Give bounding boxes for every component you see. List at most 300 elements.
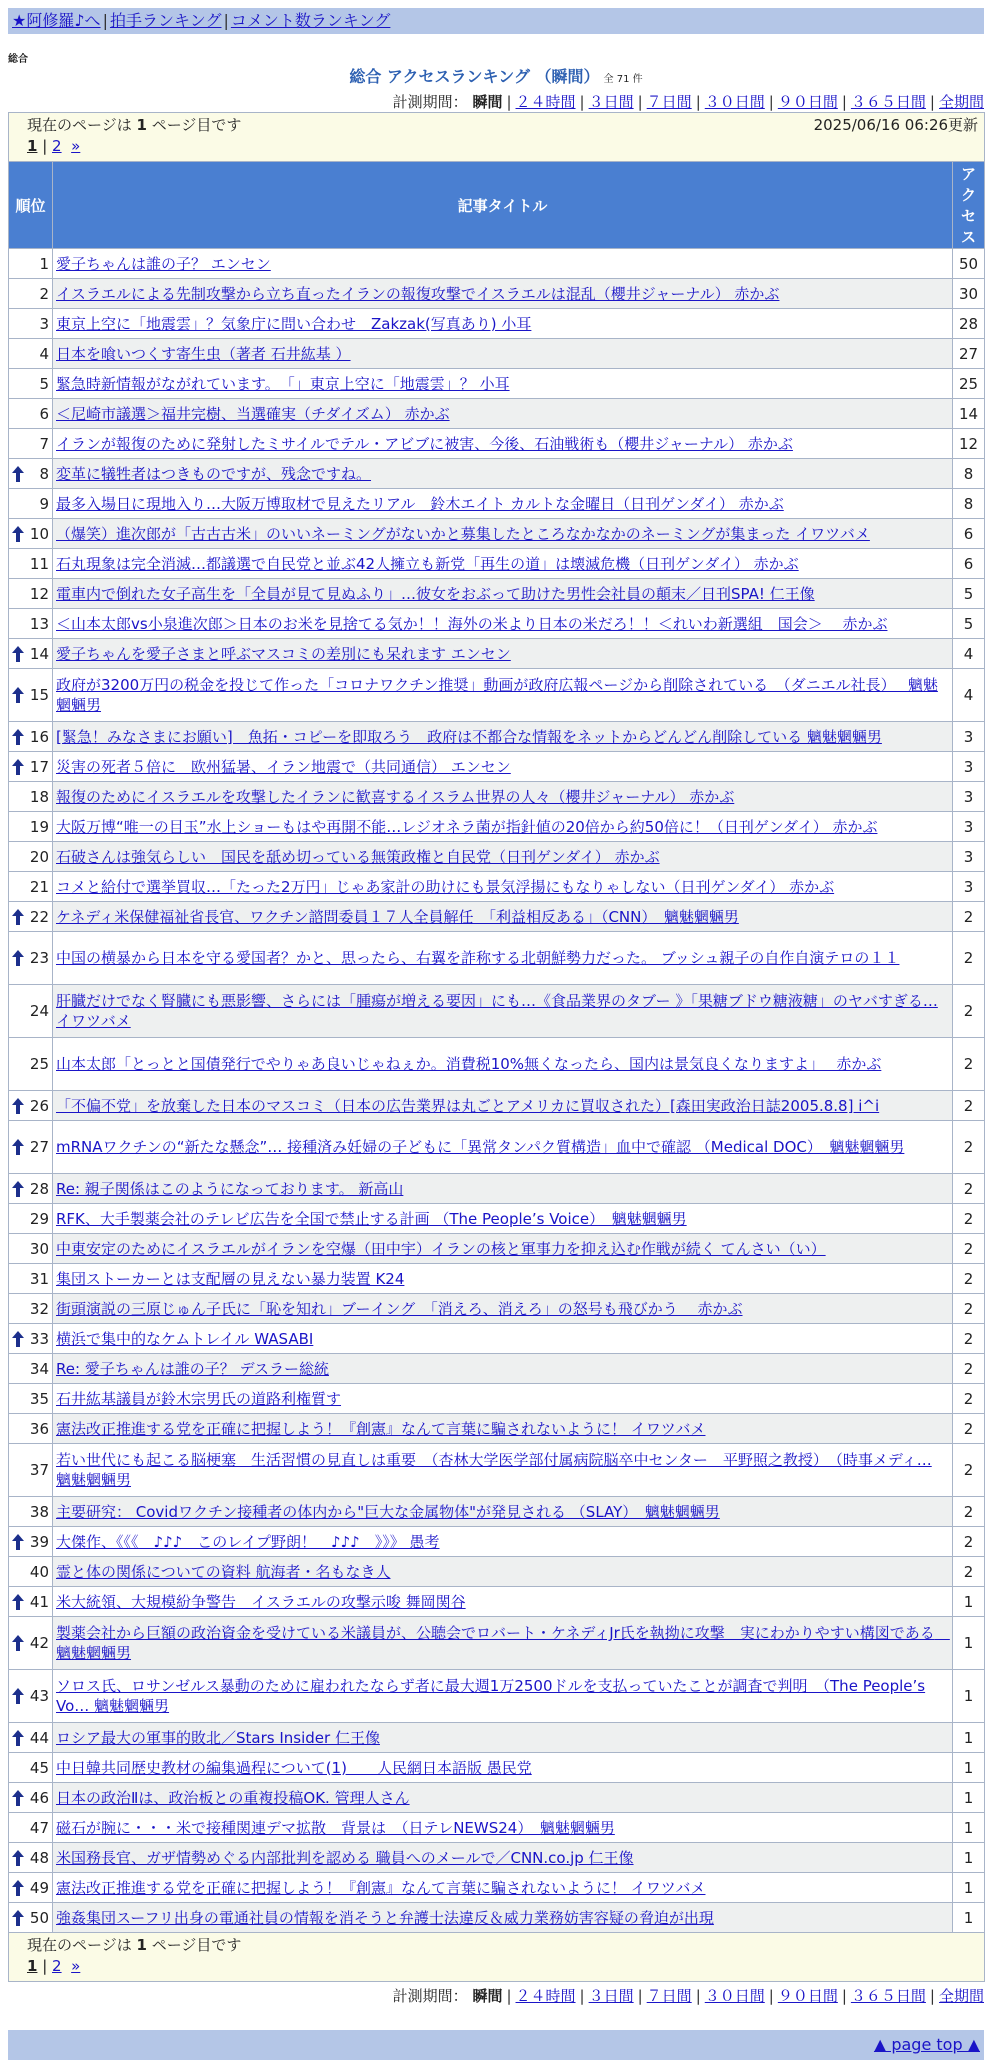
article-title-link[interactable]: 最多入場日に現地入り…大阪万博取材で見えたリアル 鈴木エイト カルトな金曜日（日刊ゲンダイ） 赤かぶ — [56, 494, 784, 513]
period-7d[interactable]: ７日間 — [646, 1987, 692, 2005]
rank-number: 11 — [29, 554, 49, 573]
title-cell — [53, 399, 953, 429]
table-row — [9, 722, 985, 752]
article-title-link[interactable]: mRNAワクチンの“新たな懸念”… 接種済み妊婦の子どもに「異常タンパク質構造」血中で確認 （Medical DOC） 魑魅魍魎男 — [56, 1138, 905, 1156]
title-cell — [53, 1497, 953, 1527]
table-row — [9, 1091, 985, 1121]
rank-cell — [9, 1670, 53, 1723]
title-cell — [53, 549, 953, 579]
access-count: 1 — [953, 1813, 985, 1843]
rank-up-arrow-icon — [12, 1730, 24, 1746]
table-row — [9, 639, 985, 669]
access-count: 2 — [953, 1038, 985, 1091]
article-title-link[interactable]: ＜山本太郎vs小泉進次郎＞日本のお米を見捨てる気か！！海外の米より日本の米だろ！！＜れいわ新選組 国会＞ 赤かぶ — [56, 614, 888, 633]
title-cell — [53, 1204, 953, 1234]
access-count: 2 — [953, 1294, 985, 1324]
article-title-link[interactable]: 災害の死者５倍に 欧州猛暑、イラン地震で（共同通信） エンセン — [56, 757, 511, 776]
rank-number: 18 — [29, 787, 49, 806]
rank-cell — [9, 279, 53, 309]
rank-cell — [9, 722, 53, 752]
nav-asyura-home[interactable]: ★阿修羅♪へ — [12, 11, 101, 30]
period-all[interactable]: 全期間 — [938, 1987, 984, 2005]
page-title-wrap — [8, 66, 984, 88]
title-cell — [53, 1873, 953, 1903]
rank-number: 50 — [29, 1908, 49, 1927]
access-count: 2 — [953, 985, 985, 1038]
title-cell — [53, 1384, 953, 1414]
access-count: 2 — [953, 1204, 985, 1234]
rank-cell — [9, 609, 53, 639]
rank-cell — [9, 1038, 53, 1091]
article-title-link[interactable]: 若い世代にも起こる脳梗塞 生活習慣の見直しは重要 （杏林大学医学部付属病院脳卒中センター 平野照之教授） （時事メディ… 魑魅魍魎男 — [56, 1451, 932, 1489]
article-title-link[interactable]: 東京上空に「地震雲」？気象庁に問い合わせ Zakzak(写真あり) 小耳 — [56, 314, 532, 333]
article-title-link[interactable]: 日本を喰いつくす寄生虫（著者 石井紘基 ） — [56, 344, 351, 363]
article-title-link[interactable]: 街頭演説の三原じゅん子氏に「恥を知れ」ブーイング 「消えろ、消えろ」の怒号も飛びかう 赤かぶ — [56, 1299, 743, 1318]
rank-number: 46 — [29, 1788, 49, 1807]
article-title-link[interactable]: Re: 親子関係はこのようになっております。 新高山 — [56, 1179, 404, 1198]
nav-applause-ranking[interactable]: 拍手ランキング — [109, 11, 222, 30]
pager-text-post: ページ目です — [151, 1936, 242, 1954]
rank-number: 26 — [29, 1096, 49, 1115]
rank-number: 19 — [29, 817, 49, 836]
rank-number: 9 — [39, 494, 49, 513]
table-row — [9, 1174, 985, 1204]
table-row — [9, 579, 985, 609]
access-count: 4 — [953, 639, 985, 669]
article-title-link[interactable]: 石丸現象は完全消滅…都議選で自民党と並ぶ42人擁立も新党「再生の道」は壊滅危機（日刊ゲンダイ） 赤かぶ — [56, 554, 799, 573]
rank-number: 4 — [39, 344, 49, 363]
article-title-link[interactable]: 石破さんは強気らしい 国民を舐め切っている無策政権と自民党（日刊ゲンダイ） 赤かぶ — [56, 847, 660, 866]
title-cell — [53, 1294, 953, 1324]
article-title-link[interactable]: 山本太郎「とっとと国債発行でやりゃあ良いじゃねぇか。消費税10%無くなったら、国内は景気良くなりますよ」 赤かぶ — [56, 1055, 882, 1073]
rank-number: 2 — [39, 284, 49, 303]
rank-number: 30 — [29, 1239, 49, 1258]
title-cell — [53, 722, 953, 752]
period-all[interactable]: 全期間 — [938, 93, 984, 111]
title-cell — [53, 1121, 953, 1174]
table-row — [9, 1723, 985, 1753]
article-title-link[interactable]: 横浜で集中的なケムトレイル WASABI — [56, 1329, 314, 1348]
rank-number: 6 — [39, 404, 49, 423]
rank-up-arrow-icon — [12, 526, 24, 542]
pager-bottom: 現在のページは 1 ページ目です 1 | 2 » — [9, 1933, 985, 1982]
pager-current-page: 1 — [136, 1936, 147, 1954]
article-title-link[interactable]: 磁石が腕に・・・米で接種関連デマ拡散 背景は （日テレNEWS24） 魑魅魍魎男 — [56, 1818, 615, 1837]
article-title-link[interactable]: 日本の政治Ⅱは、政治板との重複投稿OK. 管理人さん — [56, 1788, 410, 1807]
access-count: 2 — [953, 1174, 985, 1204]
rank-number: 27 — [29, 1138, 49, 1156]
pager-current-page: 1 — [136, 116, 147, 134]
table-row — [9, 842, 985, 872]
article-title-link[interactable]: 主要研究： Covidワクチン接種者の体内から"巨大な金属物体"が発見される （SLAY） 魑魅魍魎男 — [56, 1502, 720, 1521]
access-count: 2 — [953, 902, 985, 932]
access-count: 3 — [953, 812, 985, 842]
rank-up-arrow-icon — [12, 909, 24, 925]
rank-cell — [9, 1384, 53, 1414]
article-title-link[interactable]: コメと給付で選挙買収…「たった2万円」じゃあ家計の助けにも景気浮揚にもなりゃしない（日刊ゲンダイ） 赤かぶ — [56, 877, 835, 896]
access-count: 3 — [953, 872, 985, 902]
period-90d[interactable]: ９０日間 — [777, 1987, 838, 2005]
page-1-link: 1 — [27, 1957, 38, 1975]
access-count: 2 — [953, 1354, 985, 1384]
rank-cell — [9, 1497, 53, 1527]
next-page-link[interactable]: » — [71, 137, 81, 155]
article-title-link[interactable]: ＜尼崎市議選＞福井完樹、当選確実（チダイズム） 赤かぶ — [56, 404, 450, 423]
article-title-link[interactable]: 製薬会社から巨額の政治資金を受けている米議員が、公聴会でロバート・ケネディJr氏を執拗に攻撃 実にわかりやすい構図である 魑魅魍魎男 — [56, 1624, 950, 1662]
rank-number: 16 — [29, 727, 49, 746]
nav-comment-ranking[interactable]: コメント数ランキング — [230, 11, 391, 30]
access-count: 50 — [953, 249, 985, 279]
rank-number: 40 — [29, 1562, 49, 1581]
rank-number: 20 — [29, 847, 49, 866]
access-count: 25 — [953, 369, 985, 399]
rank-number: 24 — [29, 1002, 49, 1020]
rank-number: 39 — [29, 1532, 49, 1551]
top-nav: ★阿修羅♪へ | 拍手ランキング | コメント数ランキング — [8, 8, 984, 34]
rank-number: 37 — [29, 1461, 49, 1479]
access-count: 2 — [953, 1557, 985, 1587]
table-row — [9, 309, 985, 339]
access-count: 28 — [953, 309, 985, 339]
rank-cell — [9, 782, 53, 812]
table-row — [9, 1444, 985, 1497]
rank-cell — [9, 579, 53, 609]
rank-number: 29 — [29, 1209, 49, 1228]
rank-cell — [9, 1903, 53, 1933]
title-cell — [53, 1587, 953, 1617]
rank-number: 7 — [39, 434, 49, 453]
rank-number: 42 — [29, 1634, 49, 1652]
pager-text-pre: 現在のページは — [27, 116, 132, 134]
article-title-link[interactable]: 緊急時新情報がながれています。 「」東京上空に「地震雲」？ 小耳 — [56, 374, 510, 393]
title-cell — [53, 1354, 953, 1384]
rank-up-arrow-icon — [12, 466, 24, 482]
article-title-link[interactable]: 霊と体の関係についての資料 航海者・名もなき人 — [56, 1562, 391, 1581]
access-count: 12 — [953, 429, 985, 459]
period-selector-top: 計測期間： 瞬間 | ２４時間 | ３日間 | ７日間 | ３０日間 | ９０日間 | ３６５日間 | 全期間 — [392, 93, 984, 111]
access-count: 5 — [953, 609, 985, 639]
rank-cell — [9, 1527, 53, 1557]
next-page-link[interactable]: » — [71, 1957, 81, 1975]
access-count: 1 — [953, 1753, 985, 1783]
rank-cell — [9, 1873, 53, 1903]
article-title-link[interactable]: 米国務長官、ガザ情勢めぐる内部批判を認める 職員へのメールで／CNN.co.jp 仁王像 — [56, 1848, 634, 1867]
period-3d[interactable]: ３日間 — [588, 93, 634, 111]
table-row — [9, 932, 985, 985]
table-row — [9, 1121, 985, 1174]
title-cell — [53, 369, 953, 399]
access-count: 1 — [953, 1903, 985, 1933]
access-count: 3 — [953, 842, 985, 872]
access-count: 6 — [953, 519, 985, 549]
period-label: 計測期間： — [392, 1987, 468, 2005]
table-row — [9, 1038, 985, 1091]
rank-number: 15 — [29, 686, 49, 704]
article-title-link[interactable]: 米大統領、大規模紛争警告 イスラエルの攻撃示唆 舞岡関谷 — [56, 1592, 466, 1611]
article-title-link[interactable]: ケネディ米保健福祉省長官、ワクチン諮問委員１７人全員解任 「利益相反ある」（CNN） 魑魅魍魎男 — [56, 907, 739, 926]
rank-cell — [9, 519, 53, 549]
article-title-link[interactable]: 憲法改正推進する党を正確に把握しよう！『創憲』なんて言葉に騙されないように！ イワツバメ — [56, 1878, 706, 1897]
article-title-link[interactable]: 石井紘基議員が鈴木宗男氏の道路利権質す — [56, 1389, 342, 1408]
ranking-table — [8, 112, 985, 1982]
article-title-link[interactable]: RFK、大手製薬会社のテレビ広告を全国で禁止する計画 （The People’s Voice） 魑魅魍魎男 — [56, 1209, 687, 1228]
header-access: アクセス — [953, 162, 985, 249]
table-row — [9, 669, 985, 722]
table-row — [9, 752, 985, 782]
rank-up-arrow-icon — [12, 687, 24, 703]
rank-number: 12 — [29, 584, 49, 603]
article-title-link[interactable]: 大阪万博“唯一の目玉”水上ショーもはや再開不能…レジオネラ菌が指針値の20倍から約50倍に！（日刊ゲンダイ） 赤かぶ — [56, 817, 878, 836]
rank-cell — [9, 339, 53, 369]
rank-cell — [9, 309, 53, 339]
table-row — [9, 549, 985, 579]
article-title-link[interactable]: 愛子ちゃんを愛子さまと呼ぶマスコミの差別にも呆れます エンセン — [56, 644, 511, 663]
category-label: 総合 — [8, 54, 28, 65]
rank-number: 5 — [39, 374, 49, 393]
table-row — [9, 459, 985, 489]
table-row — [9, 872, 985, 902]
access-count: 1 — [953, 1587, 985, 1617]
title-cell — [53, 782, 953, 812]
rank-cell — [9, 1783, 53, 1813]
access-count: 1 — [953, 1843, 985, 1873]
access-count: 2 — [953, 1414, 985, 1444]
period-current: 瞬間 — [472, 93, 503, 111]
rank-cell — [9, 1617, 53, 1670]
rank-cell — [9, 489, 53, 519]
header-rank: 順位 — [9, 162, 53, 249]
rank-number: 22 — [29, 907, 49, 926]
table-row — [9, 1264, 985, 1294]
table-row — [9, 339, 985, 369]
period-7d[interactable]: ７日間 — [646, 93, 692, 111]
period-30d[interactable]: ３０日間 — [704, 1987, 765, 2005]
table-row — [9, 1354, 985, 1384]
article-title-link[interactable]: ロシア最大の軍事的敗北／Stars Insider 仁王像 — [56, 1728, 380, 1747]
rank-cell — [9, 639, 53, 669]
table-row — [9, 1783, 985, 1813]
rank-cell — [9, 1587, 53, 1617]
period-3d[interactable]: ３日間 — [588, 1987, 634, 2005]
table-row — [9, 1903, 985, 1933]
rank-number: 34 — [29, 1359, 49, 1378]
article-title-link[interactable]: （爆笑）進次郎が「古古古米」のいいネーミングがないかと募集したところなかなかのネーミングが集まった イワツバメ — [56, 524, 870, 543]
rank-up-arrow-icon — [12, 1594, 24, 1610]
title-cell — [53, 429, 953, 459]
rank-number: 3 — [39, 314, 49, 333]
rank-cell — [9, 1354, 53, 1384]
rank-cell — [9, 752, 53, 782]
rank-number: 41 — [29, 1592, 49, 1611]
table-row — [9, 369, 985, 399]
title-cell — [53, 1670, 953, 1723]
table-row — [9, 1753, 985, 1783]
rank-cell — [9, 1121, 53, 1174]
access-count: 6 — [953, 549, 985, 579]
title-cell — [53, 1723, 953, 1753]
article-title-link[interactable]: 肝臓だけでなく腎臓にも悪影響、さらには「腫瘍が増える要因」にも…《食品業界のタブー 》「果糖ブドウ糖液糖」のヤバすぎる… イワツバメ — [56, 992, 938, 1030]
rank-cell — [9, 1264, 53, 1294]
rank-number: 13 — [29, 614, 49, 633]
article-title-link[interactable]: 報復のためにイスラエルを攻撃したイランに歓喜するイスラム世界の人々（櫻井ジャーナル） 赤かぶ — [56, 787, 735, 806]
table-row — [9, 519, 985, 549]
article-title-link[interactable]: 変革に犠牲者はつきものですが、残念ですね。 — [56, 464, 372, 483]
page-2-link[interactable]: 2 — [52, 1957, 62, 1975]
title-cell — [53, 812, 953, 842]
article-title-link[interactable]: 強姦集団スーフリ出身の電通社員の情報を消そうと弁護士法違反＆威力業務妨害容疑の脅迫が出現 — [56, 1908, 714, 1927]
updated-time: 2025/06/16 06:26更新 — [813, 116, 979, 134]
title-cell — [53, 1783, 953, 1813]
title-cell — [53, 579, 953, 609]
rank-cell — [9, 1557, 53, 1587]
rank-cell — [9, 1091, 53, 1121]
title-cell — [53, 489, 953, 519]
access-count: 8 — [953, 459, 985, 489]
title-cell — [53, 1813, 953, 1843]
title-cell — [53, 1324, 953, 1354]
period-24h[interactable]: ２４時間 — [515, 1987, 576, 2005]
title-cell — [53, 1264, 953, 1294]
table-row — [9, 985, 985, 1038]
table-row — [9, 1414, 985, 1444]
table-row — [9, 1873, 985, 1903]
period-label: 計測期間： — [392, 93, 468, 111]
rank-up-arrow-icon — [12, 1635, 24, 1651]
period-selector-bottom: 計測期間： 瞬間 | ２４時間 | ３日間 | ７日間 | ３０日間 | ９０日間 | ３６５日間 | 全期間 — [392, 1987, 984, 2005]
rank-up-arrow-icon — [12, 729, 24, 745]
access-count: 1 — [953, 1617, 985, 1670]
table-row — [9, 609, 985, 639]
title-cell — [53, 1527, 953, 1557]
rank-cell — [9, 1234, 53, 1264]
article-title-link[interactable]: [緊急！みなさまにお願い] 魚拓・コピーを即取ろう 政府は不都合な情報をネットからどんどん削除している 魑魅魍魎男 — [56, 727, 882, 746]
article-title-link[interactable]: 愛子ちゃんは誰の子？ エンセン — [56, 254, 271, 273]
article-title-link[interactable]: イランが報復のために発射したミサイルでテル・アビブに被害、今後、石油戦術も（櫻井ジャーナル） 赤かぶ — [56, 434, 793, 453]
page-1-link: 1 — [27, 137, 38, 155]
title-cell — [53, 459, 953, 489]
table-row — [9, 1324, 985, 1354]
table-row — [9, 1587, 985, 1617]
rank-cell — [9, 669, 53, 722]
header-title: 記事タイトル — [53, 162, 953, 249]
rank-cell — [9, 1324, 53, 1354]
title-cell — [53, 669, 953, 722]
article-title-link[interactable]: Re: 愛子ちゃんは誰の子？ デスラー総統 — [56, 1359, 329, 1378]
table-row — [9, 279, 985, 309]
access-count: 2 — [953, 1497, 985, 1527]
rank-cell — [9, 902, 53, 932]
rank-cell — [9, 812, 53, 842]
access-count: 2 — [953, 1324, 985, 1354]
rank-up-arrow-icon — [12, 1688, 24, 1704]
access-count: 1 — [953, 1670, 985, 1723]
page-2-link[interactable]: 2 — [52, 137, 62, 155]
table-row — [9, 1234, 985, 1264]
access-count: 27 — [953, 339, 985, 369]
rank-number: 28 — [29, 1179, 49, 1198]
rank-cell — [9, 842, 53, 872]
access-count: 3 — [953, 752, 985, 782]
rank-up-arrow-icon — [12, 1880, 24, 1896]
rank-cell — [9, 1174, 53, 1204]
table-row — [9, 1557, 985, 1587]
rank-cell — [9, 1204, 53, 1234]
table-row — [9, 1843, 985, 1873]
title-cell — [53, 1903, 953, 1933]
rank-number: 35 — [29, 1389, 49, 1408]
article-title-link[interactable]: 憲法改正推進する党を正確に把握しよう！『創憲』なんて言葉に騙されないように！ イワツバメ — [56, 1419, 706, 1438]
access-count: 1 — [953, 1783, 985, 1813]
table-row — [9, 1294, 985, 1324]
rank-up-arrow-icon — [12, 1139, 24, 1155]
title-cell — [53, 1174, 953, 1204]
period-24h[interactable]: ２４時間 — [515, 93, 576, 111]
table-header — [9, 162, 985, 249]
footer-bar — [8, 2030, 984, 2060]
title-cell — [53, 339, 953, 369]
article-title-link[interactable]: 中東安定のためにイスラエルがイランを空爆（田中宇）イランの核と軍事力を抑え込む作戦が続く てんさい（い） — [56, 1239, 826, 1258]
rank-cell — [9, 1414, 53, 1444]
rank-number: 36 — [29, 1419, 49, 1438]
title-cell — [53, 1038, 953, 1091]
article-title-link[interactable]: 中国の横暴から日本を守る愛国者？かと、思ったら、右翼を詐称する北朝鮮勢力だった。 ブッシュ親子の自作自演テロの１１ — [56, 949, 900, 967]
access-count: 2 — [953, 1527, 985, 1557]
table-row — [9, 1670, 985, 1723]
rank-cell — [9, 399, 53, 429]
period-365d[interactable]: ３６５日間 — [850, 93, 926, 111]
article-title-link[interactable]: イスラエルによる先制攻撃から立ち直ったイランの報復攻撃でイスラエルは混乱（櫻井ジャーナル） 赤かぶ — [56, 284, 780, 303]
article-title-link[interactable]: 「不偏不党」を放棄した日本のマスコミ（日本の広告業界は丸ごとアメリカに買収された）[森田実政治日誌2005.8.8] i^i — [56, 1096, 880, 1115]
article-title-link[interactable]: 電車内で倒れた女子高生を「全員が見て見ぬふり」…彼女をおぶって助けた男性会社員の顛末／日刊SPA! 仁王像 — [56, 584, 815, 603]
article-title-link[interactable]: ソロス氏、ロサンゼルス暴動のために雇われたならず者に最大週1万2500ドルを支払っていたことが調査で判明 （The People’s Vo… 魑魅魍魎男 — [56, 1677, 926, 1715]
rank-number: 21 — [29, 877, 49, 896]
table-row — [9, 399, 985, 429]
period-90d[interactable]: ９０日間 — [777, 93, 838, 111]
table-row — [9, 429, 985, 459]
article-title-link[interactable]: 集団ストーカーとは支配層の見えない暴力装置 K24 — [56, 1269, 405, 1288]
pager-text-pre: 現在のページは — [27, 1936, 132, 1954]
title-cell — [53, 1414, 953, 1444]
article-title-link[interactable]: 中日韓共同歴史教材の編集過程について(1) 人民網日本語版 愚民党 — [56, 1758, 532, 1777]
access-count: 4 — [953, 669, 985, 722]
access-count: 8 — [953, 489, 985, 519]
period-30d[interactable]: ３０日間 — [704, 93, 765, 111]
rank-cell — [9, 872, 53, 902]
rank-number: 33 — [29, 1329, 49, 1348]
rank-number: 31 — [29, 1269, 49, 1288]
title-cell — [53, 1557, 953, 1587]
rank-cell — [9, 1813, 53, 1843]
table-row — [9, 1384, 985, 1414]
access-count: 2 — [953, 932, 985, 985]
table-row — [9, 1204, 985, 1234]
title-cell — [53, 609, 953, 639]
period-365d[interactable]: ３６５日間 — [850, 1987, 926, 2005]
article-title-link[interactable]: 大傑作、《《《 ♪♪♪ このレイプ野朗！ ♪♪♪ 》》》 愚考 — [56, 1532, 440, 1551]
title-cell — [53, 279, 953, 309]
page-top-link[interactable]: ▲ page top ▲ — [873, 2035, 980, 2054]
page — [8, 8, 984, 2060]
rank-number: 45 — [29, 1758, 49, 1777]
rank-up-arrow-icon — [12, 1181, 24, 1197]
article-title-link[interactable]: 政府が3200万円の税金を投じて作った「コロナワクチン推奨」動画が政府広報ページから削除されている （ダニエル社長） 魑魅魍魎男 — [56, 676, 938, 714]
rank-cell — [9, 459, 53, 489]
rank-number: 1 — [39, 254, 49, 273]
title-cell — [53, 1843, 953, 1873]
access-count: 1 — [953, 1723, 985, 1753]
title-cell — [53, 872, 953, 902]
rank-cell — [9, 249, 53, 279]
